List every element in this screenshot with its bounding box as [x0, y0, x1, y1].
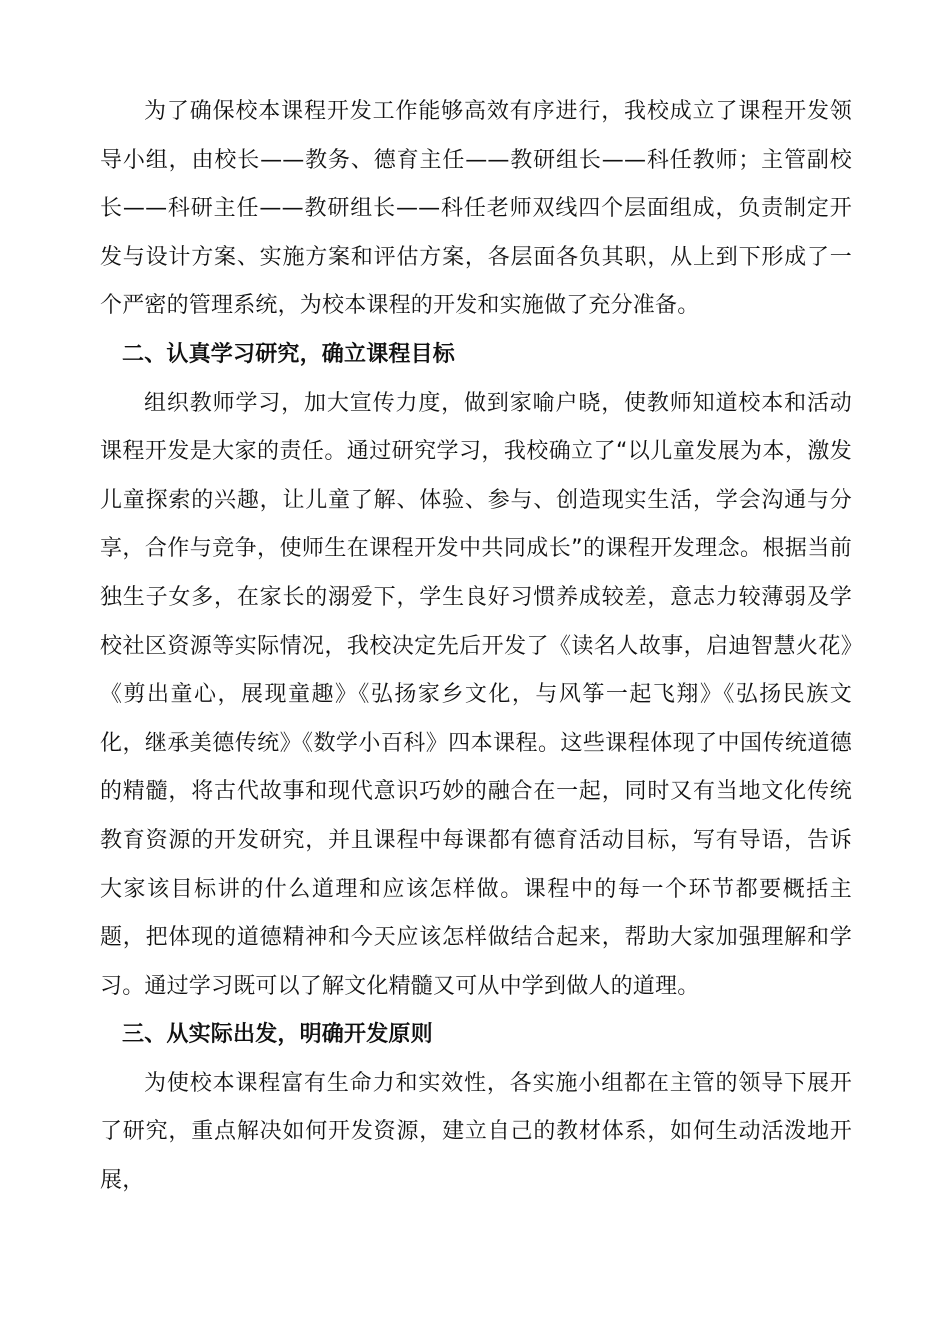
paragraph-leadership-group: 为了确保校本课程开发工作能够高效有序进行，我校成立了课程开发领导小组，由校长——教务、德育主任——教研组长——科任教师；主管副校长——科研主任——教研组长——科任老师双线四个层面组成，负责制定开发与设计方案、实施方案和评估方案，各层面各负其职，从上到下形成了一个严密的管理系统，为校本课程的开发和实施做了充分准备。 — [100, 99, 852, 319]
section-heading-2: 二、认真学习研究，确立课程目标 — [122, 341, 456, 367]
section-heading-3: 三、从实际出发，明确开发原则 — [122, 1022, 433, 1048]
paragraph-development-principles: 为使校本课程富有生命力和实效性，各实施小组都在主管的领导下展开了研究，重点解决如何开发资源，建立自己的教材体系，如何生动活泼地开展， — [100, 1070, 852, 1194]
paragraph-course-goals: 组织教师学习，加大宣传力度，做到家喻户晓，使教师知道校本和活动课程开发是大家的责任。通过研究学习，我校确立了“以儿童发展为本，激发儿童探索的兴趣，让儿童了解、体验、参与、创造现实生活，学会沟通与分享，合作与竞争，使师生在课程开发中共同成长”的课程开发理念。根据当前独生子女多，在家长的溺爱下，学生良好习惯养成较差，意志力较薄弱及学校社区资源等实际情况，我校决定先后开发了《读名人故事，启迪智慧火花》《剪出童心，展现童趣》《弘扬家乡文化，与风筝一起飞翔》《弘扬民族文化，继承美德传统》《数学小百科》四本课程。这些课程体现了中国传统道德的精髓，将古代故事和现代意识巧妙的融合在一起，同时又有当地文化传统教育资源的开发研究，并且课程中每课都有德育活动目标，写有导语，告诉大家该目标讲的什么道理和应该怎样做。课程中的每一个环节都要概括主题，把体现的道德精神和今天应该怎样做结合起来，帮助大家加强理解和学习。通过学习既可以了解文化精髓又可从中学到做人的道理。 — [100, 390, 852, 999]
document-page — [100, 88, 852, 1206]
